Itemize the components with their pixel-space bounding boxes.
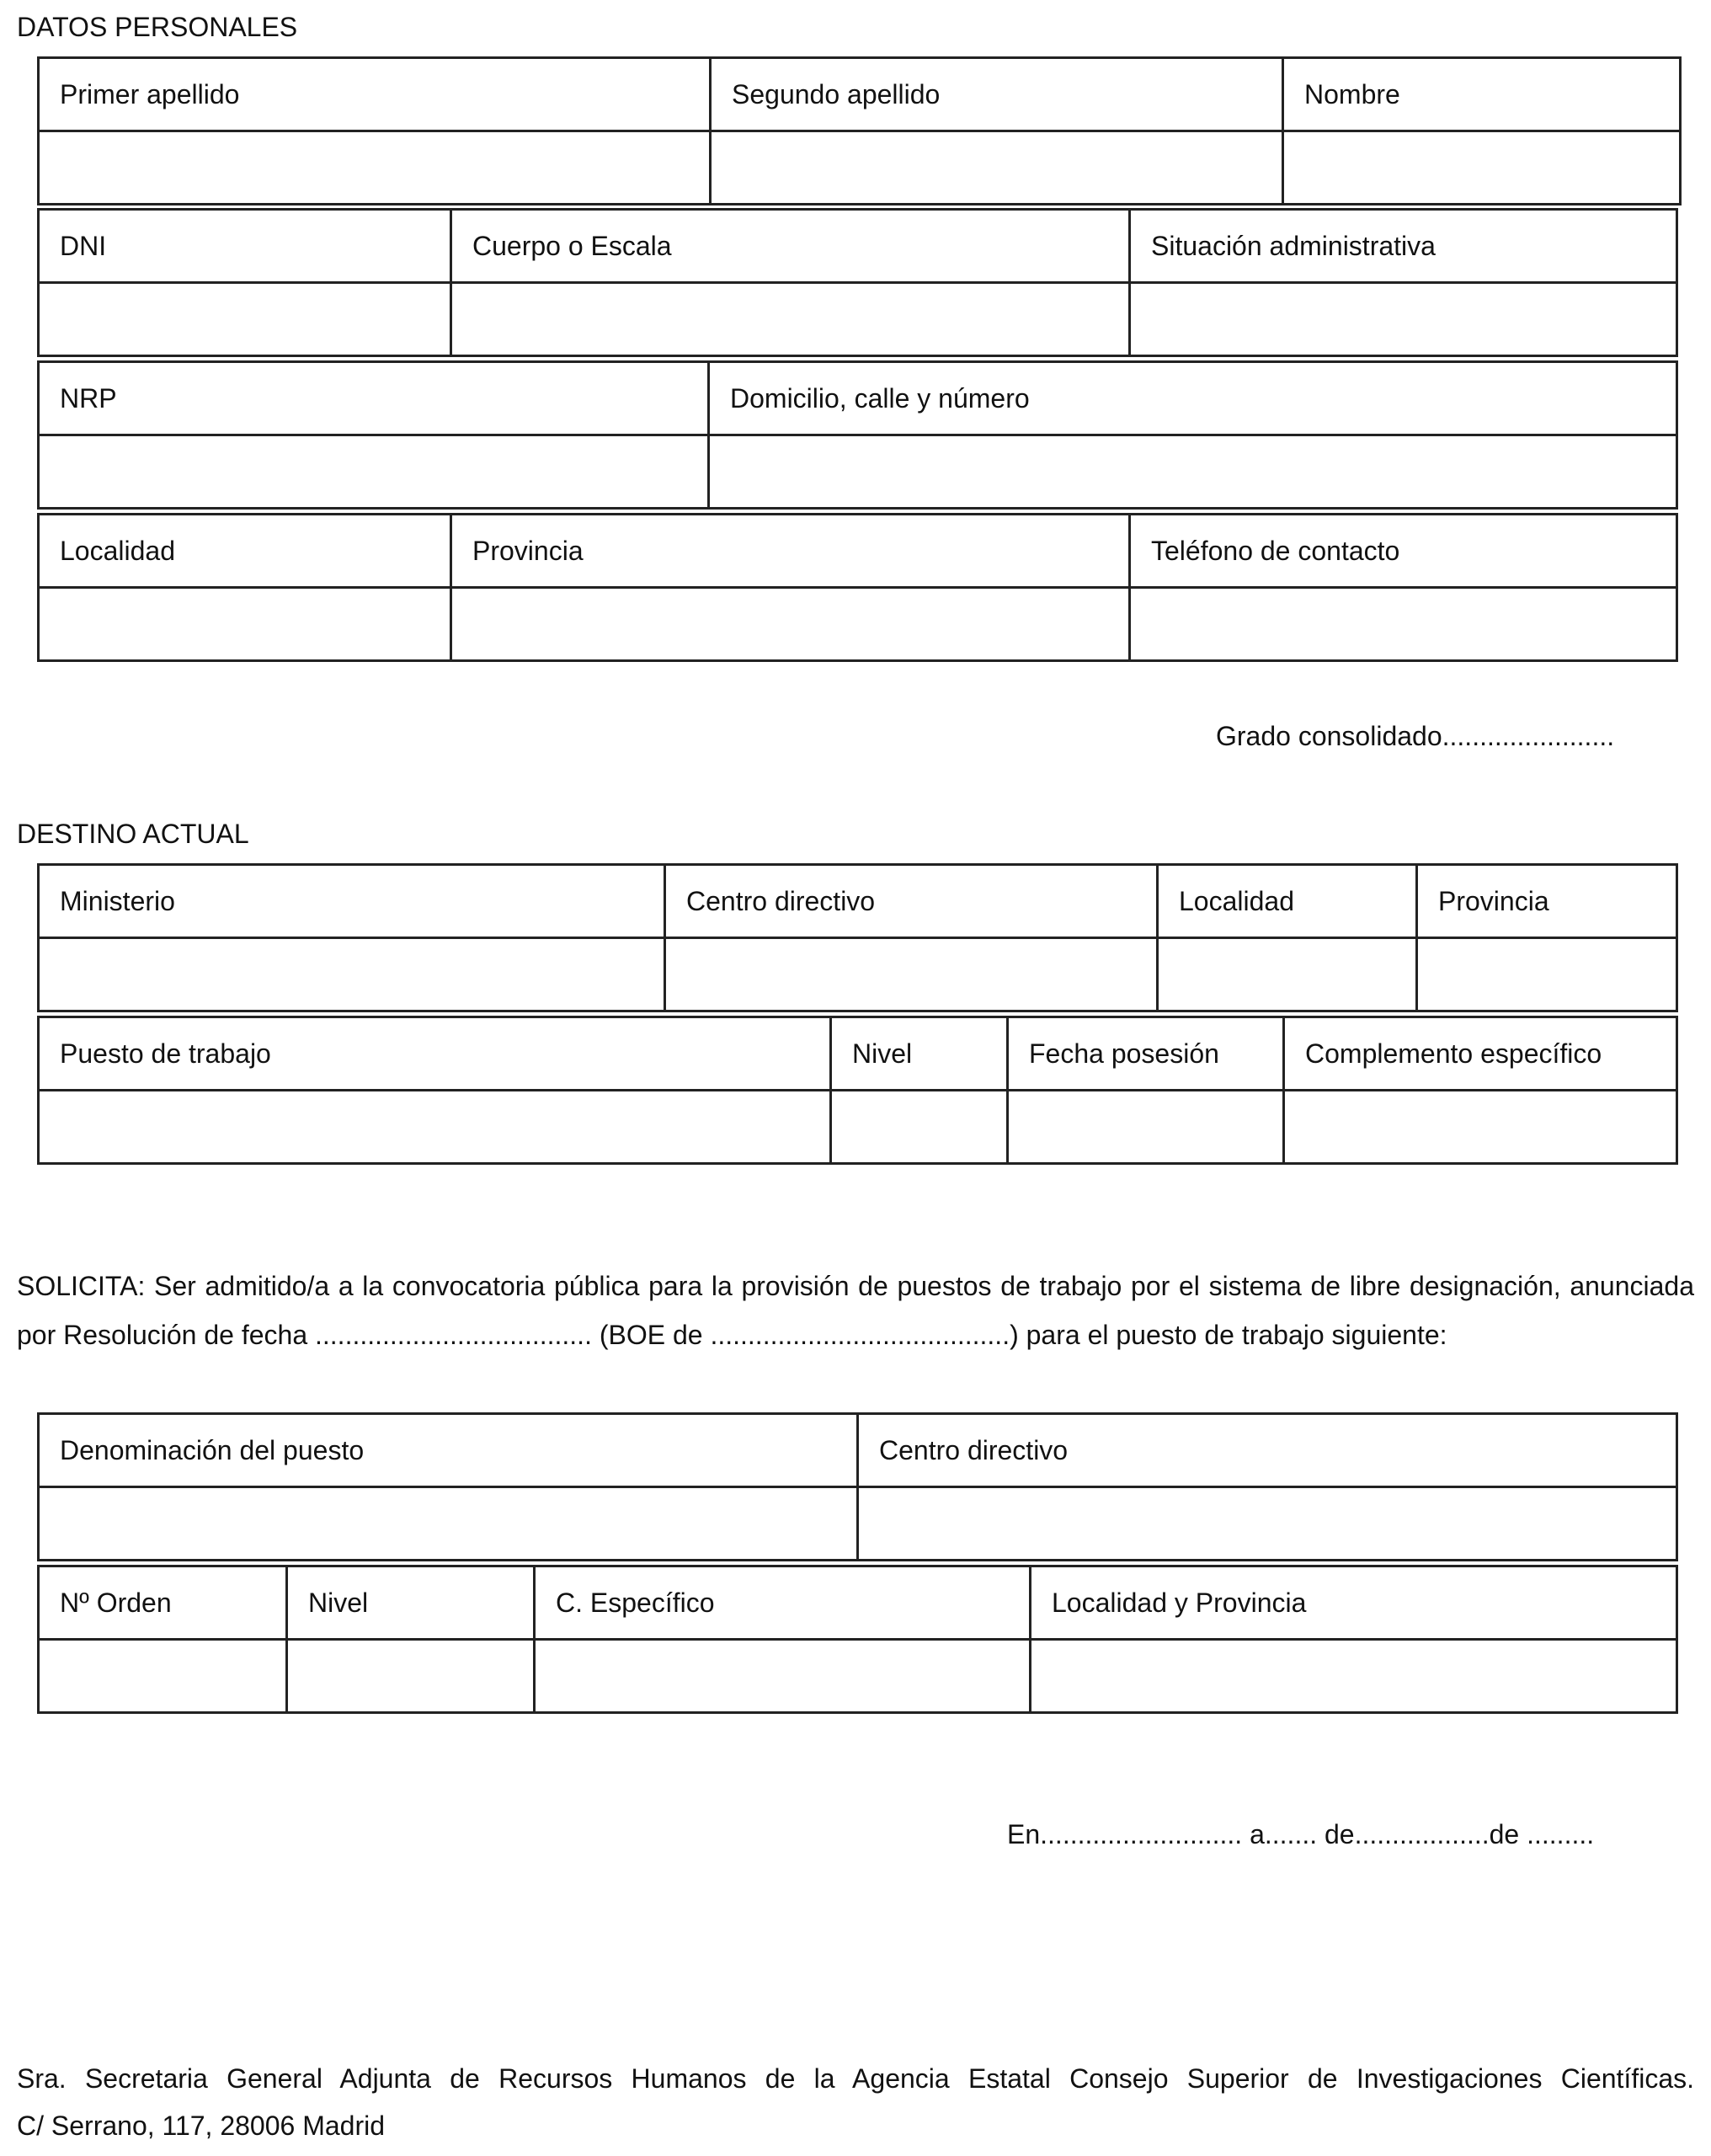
ministerio-label: Ministerio [39, 865, 665, 938]
puesto-solicitado-table [37, 1412, 1678, 1561]
situacion-administrativa-label: Situación administrativa [1130, 210, 1677, 283]
table-row [39, 938, 1677, 1011]
fecha-lugar-line: En........................... a....... de..................de ......... [1007, 1819, 1595, 1849]
section-title-destino-actual: DESTINO ACTUAL [17, 819, 249, 849]
denominacion-puesto-field[interactable] [39, 1487, 858, 1561]
localidad-field[interactable] [39, 588, 451, 661]
primer-apellido-label: Primer apellido [39, 58, 711, 131]
table-row [39, 1566, 1677, 1640]
domicilio-label: Domicilio, calle y número [709, 362, 1677, 435]
grado-consolidado-line: Grado consolidado....................... [1216, 721, 1615, 751]
numero-orden-field[interactable] [39, 1640, 287, 1713]
puesto-trabajo-field[interactable] [39, 1091, 831, 1164]
complemento-especifico-label: Complemento específico [1284, 1017, 1677, 1091]
centro-directivo-field[interactable] [665, 938, 1158, 1011]
telefono-label: Teléfono de contacto [1130, 515, 1677, 588]
table-row [39, 1414, 1677, 1487]
cuerpo-escala-field[interactable] [451, 283, 1130, 356]
table-row [39, 588, 1677, 661]
nivel-puesto-field[interactable] [287, 1640, 535, 1713]
fecha-posesion-field[interactable] [1008, 1091, 1284, 1164]
table-row [39, 131, 1681, 205]
c-especifico-label: C. Específico [535, 1566, 1031, 1640]
situacion-administrativa-field[interactable] [1130, 283, 1677, 356]
table-row [39, 1017, 1677, 1091]
cuerpo-escala-label: Cuerpo o Escala [451, 210, 1130, 283]
ministerio-field[interactable] [39, 938, 665, 1011]
table-row [39, 283, 1677, 356]
table-row [39, 435, 1677, 509]
solicita-line-1: SOLICITA: Ser admitido/a a la convocatoria pública para la provisión de puestos de trabajo por el sistema de libre designación, anunciada [17, 1271, 1694, 1301]
nivel-puesto-label: Nivel [287, 1566, 535, 1640]
localidad-destino-label: Localidad [1158, 865, 1417, 938]
provincia-label: Provincia [451, 515, 1130, 588]
provincia-field[interactable] [451, 588, 1130, 661]
nombre-label: Nombre [1283, 58, 1681, 131]
nivel-label: Nivel [831, 1017, 1008, 1091]
localidad-provincia-field[interactable] [1031, 1640, 1677, 1713]
c-especifico-field[interactable] [535, 1640, 1031, 1713]
table-row [39, 1091, 1677, 1164]
destinatario-line-1: Sra. Secretaria General Adjunta de Recursos Humanos de la Agencia Estatal Consejo Superior de Investigaciones Científicas. [17, 2063, 1694, 2094]
destinatario-block [17, 2055, 1694, 2149]
table-row [39, 210, 1677, 283]
centro-directivo-puesto-field[interactable] [858, 1487, 1677, 1561]
puesto-trabajo-label: Puesto de trabajo [39, 1017, 831, 1091]
provincia-destino-field[interactable] [1417, 938, 1677, 1011]
nombre-field[interactable] [1283, 131, 1681, 205]
datos-personales-table-4 [37, 513, 1678, 662]
localidad-label: Localidad [39, 515, 451, 588]
localidad-provincia-label: Localidad y Provincia [1031, 1566, 1677, 1640]
dni-label: DNI [39, 210, 451, 283]
complemento-especifico-field[interactable] [1284, 1091, 1677, 1164]
table-row [39, 1487, 1677, 1561]
table-row [39, 58, 1681, 131]
dni-field[interactable] [39, 283, 451, 356]
datos-personales-table-2 [37, 208, 1678, 357]
nrp-field[interactable] [39, 435, 709, 509]
nivel-field[interactable] [831, 1091, 1008, 1164]
destino-actual-table-2 [37, 1016, 1678, 1165]
primer-apellido-field[interactable] [39, 131, 711, 205]
datos-personales-table [37, 56, 1682, 205]
solicita-paragraph [17, 1262, 1694, 1359]
table-row [39, 865, 1677, 938]
denominacion-puesto-label: Denominación del puesto [39, 1414, 858, 1487]
destino-actual-table [37, 863, 1678, 1012]
table-row [39, 1640, 1677, 1713]
fecha-posesion-label: Fecha posesión [1008, 1017, 1284, 1091]
puesto-solicitado-table-2 [37, 1565, 1678, 1714]
telefono-field[interactable] [1130, 588, 1677, 661]
domicilio-field[interactable] [709, 435, 1677, 509]
table-row [39, 362, 1677, 435]
table-row [39, 515, 1677, 588]
segundo-apellido-label: Segundo apellido [711, 58, 1283, 131]
datos-personales-table-3 [37, 360, 1678, 510]
segundo-apellido-field[interactable] [711, 131, 1283, 205]
centro-directivo-label: Centro directivo [665, 865, 1158, 938]
numero-orden-label: Nº Orden [39, 1566, 287, 1640]
destinatario-line-2: C/ Serrano, 117, 28006 Madrid [17, 2111, 385, 2141]
localidad-destino-field[interactable] [1158, 938, 1417, 1011]
provincia-destino-label: Provincia [1417, 865, 1677, 938]
section-title-datos-personales: DATOS PERSONALES [17, 12, 298, 42]
solicita-line-2: por Resolución de fecha ..................................... (BOE de ........................................) para el puesto de trabajo siguiente: [17, 1320, 1447, 1350]
centro-directivo-puesto-label: Centro directivo [858, 1414, 1677, 1487]
nrp-label: NRP [39, 362, 709, 435]
